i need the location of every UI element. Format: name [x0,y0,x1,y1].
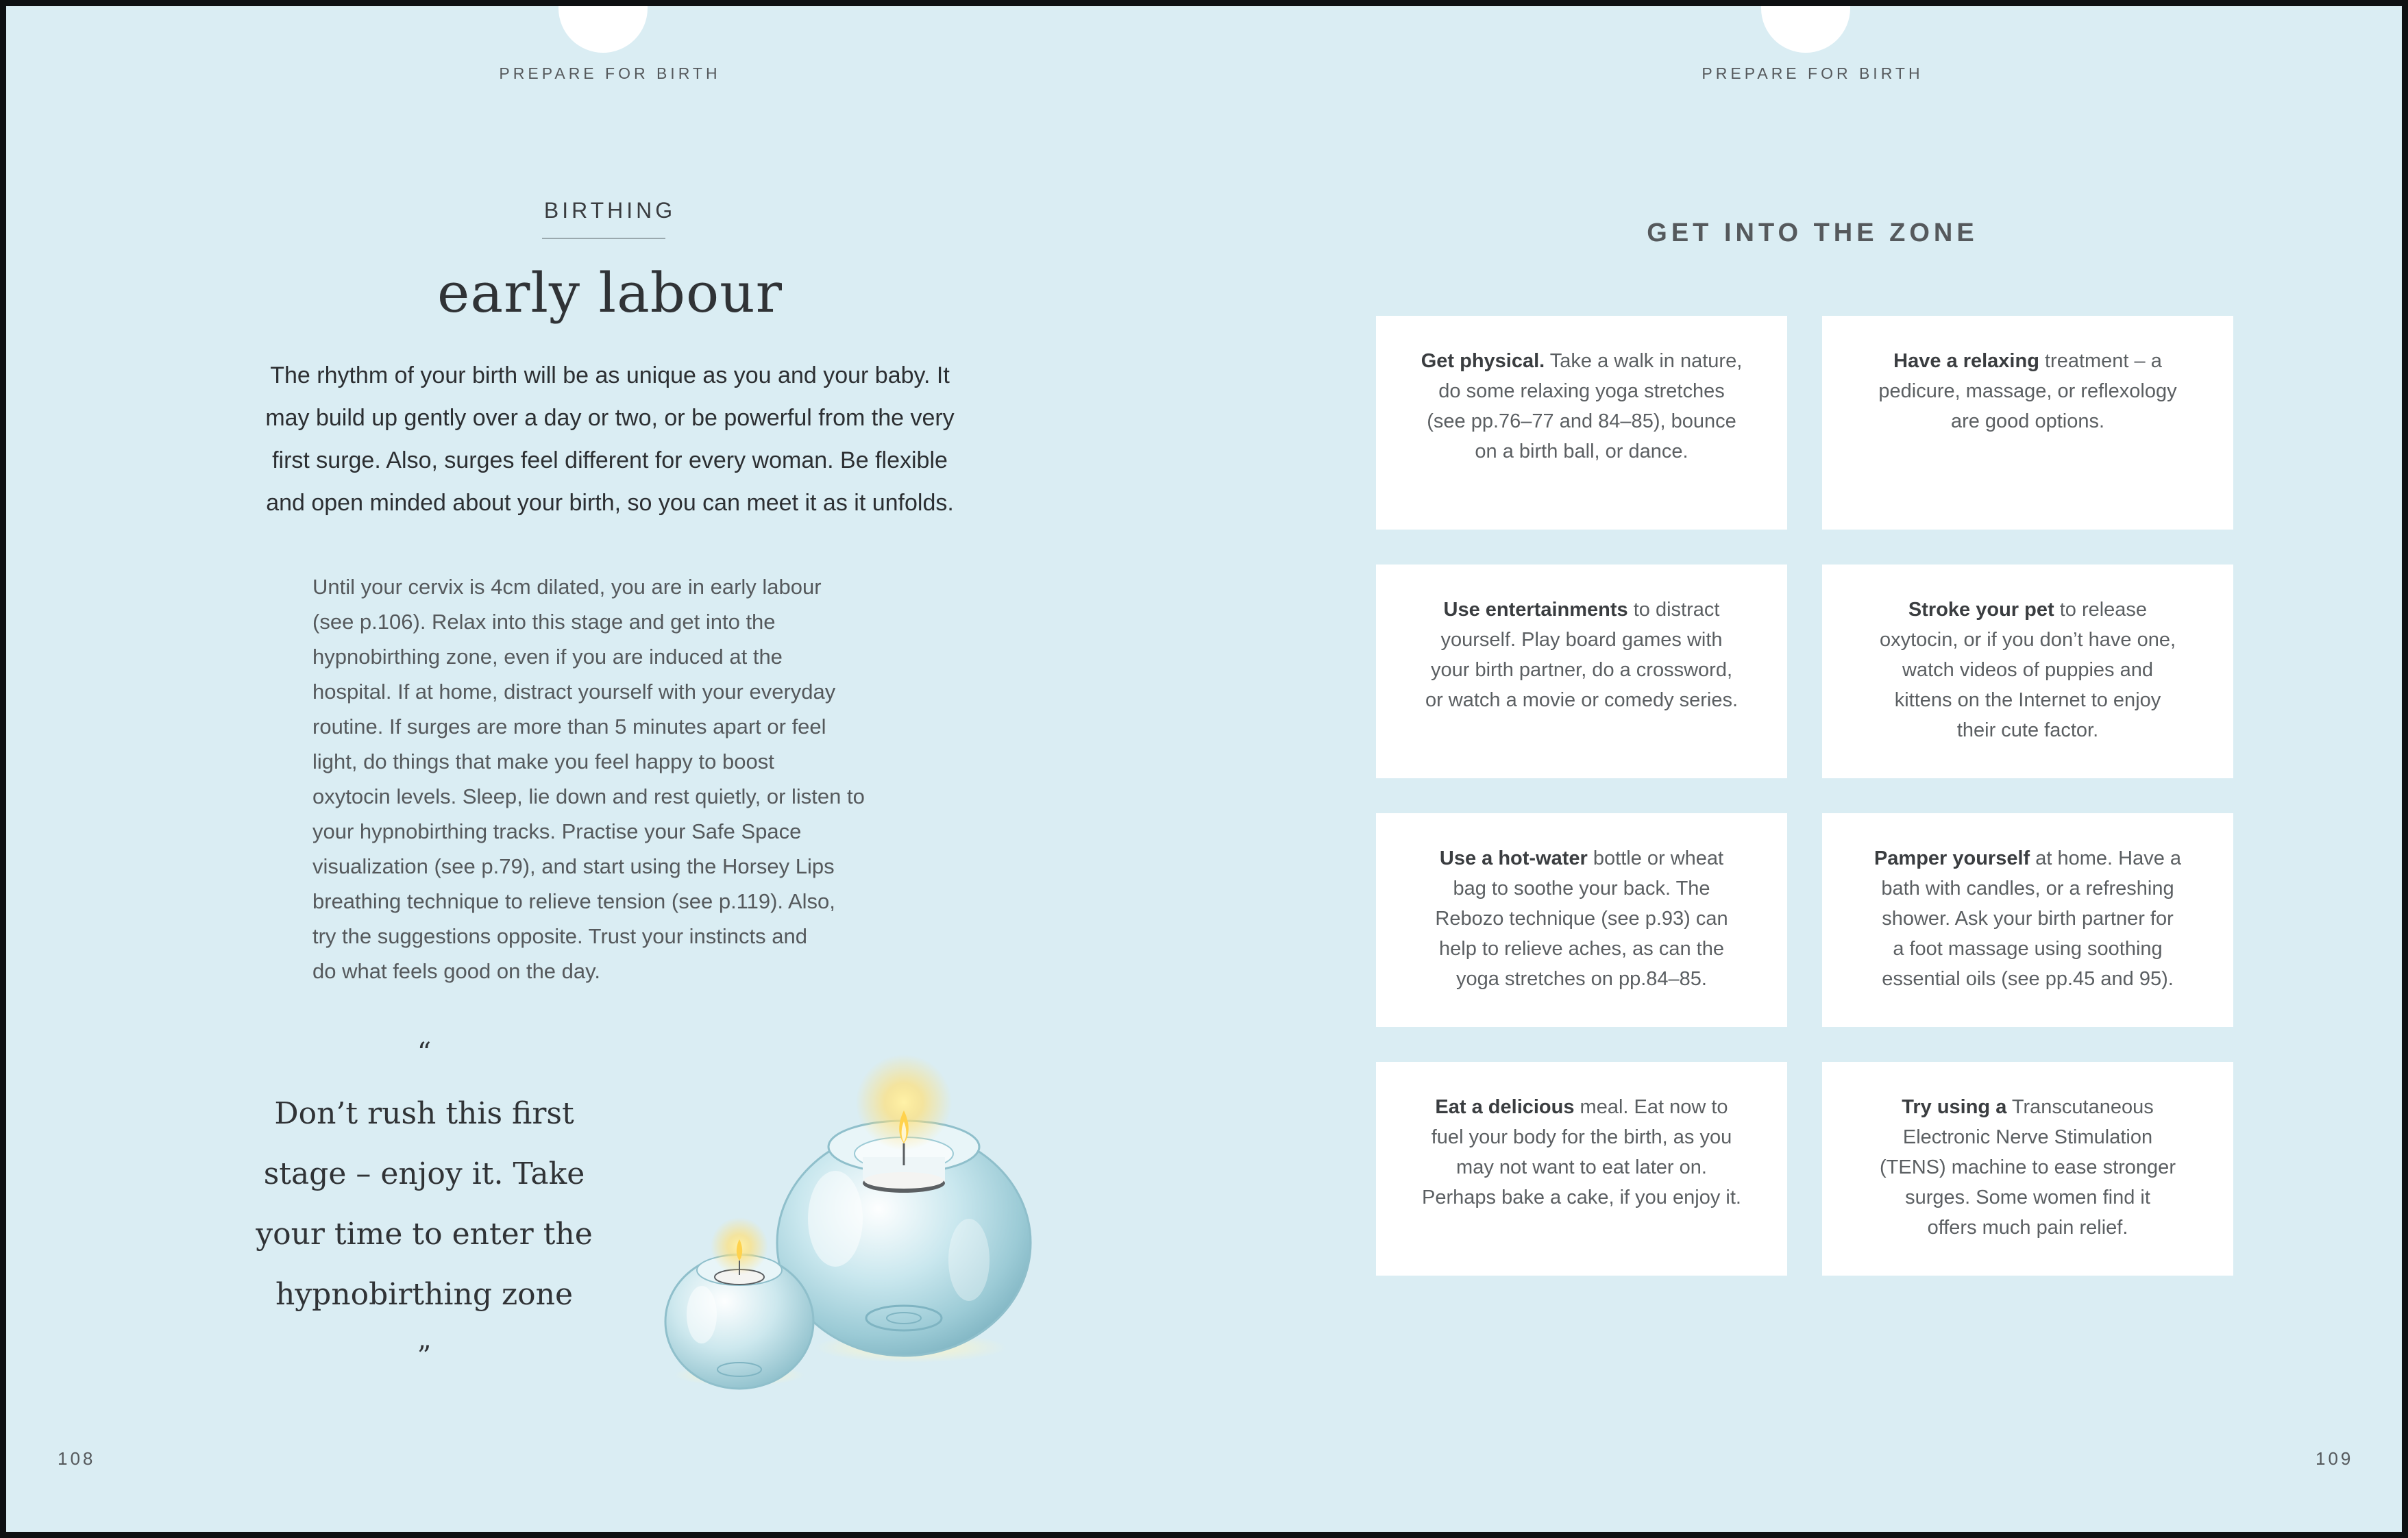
tip-card-text: yourself. Play board games with [1440,629,1723,651]
tip-card-entertainments [1376,565,1787,778]
body-line: your hypnobirthing tracks. Practise your Safe Space [312,819,802,843]
right-page-number: 109 [2315,1448,2354,1469]
pull-quote-line: hypnobirthing zone [275,1277,574,1312]
tip-card-lead: Eat a delicious [1435,1096,1575,1118]
tip-card-text: meal. Eat now to [1574,1096,1728,1118]
tip-card-text: (TENS) machine to ease stronger [1880,1156,2176,1178]
body-line: hospital. If at home, distract yourself with your everyday [312,680,836,704]
tip-card-tens-machine [1822,1062,2233,1276]
intro-line: The rhythm of your birth will be as unique as you and your baby. It [270,362,950,388]
body-paragraph [312,569,916,989]
intro-line: first surge. Also, surges feel different for every woman. Be flexible [272,447,948,473]
intro-line: and open minded about your birth, so you can meet it as it unfolds. [266,490,954,516]
tip-card-lead: Use a hot-water [1439,847,1588,869]
tip-card-lead: Have a relaxing [1893,350,2039,372]
tip-card-stroke-pet [1822,565,2233,778]
tip-card-text: yoga stretches on pp.84–85. [1456,968,1707,990]
tip-card-text: shower. Ask your birth partner for [1882,908,2174,930]
body-line: oxytocin levels. Sleep, lie down and rest quietly, or listen to [312,784,865,808]
tip-card-lead: Stroke your pet [1908,599,2054,621]
right-page-tab-notch [1761,6,1850,53]
tip-card-text: at home. Have a [2030,847,2182,869]
tip-card-text: Electronic Nerve Stimulation [1902,1126,2153,1148]
tip-card-text: to distract [1627,599,1720,621]
tip-card-text: (see pp.76–77 and 84–85), bounce [1427,410,1736,432]
tip-card-text: essential oils (see pp.45 and 95). [1882,968,2174,990]
tip-card-text: offers much pain relief. [1927,1217,2128,1239]
body-line: hypnobirthing zone, even if you are induced at the [312,645,783,669]
tip-card-text: your birth partner, do a crossword, [1430,659,1733,681]
tip-card-text: to release [2054,599,2148,621]
body-line: Until your cervix is 4cm dilated, you are in early labour [312,575,822,599]
tip-card-text: pedicure, massage, or reflexology [1878,380,2177,402]
tip-card-text: on a birth ball, or dance. [1475,441,1688,462]
eyebrow-divider [542,238,665,239]
tip-card-text: their cute factor. [1956,719,2099,741]
right-running-head: PREPARE FOR BIRTH [1701,64,1924,82]
tip-card-text: surges. Some women find it [1905,1187,2150,1208]
body-line: try the suggestions opposite. Trust your instincts and [312,924,807,948]
tip-card-text: Perhaps bake a cake, if you enjoy it. [1422,1187,1741,1208]
body-line: do what feels good on the day. [312,959,600,983]
intro-paragraph [229,354,991,524]
left-running-head: PREPARE FOR BIRTH [499,64,721,82]
tip-card-text: kittens on the Internet to enjoy [1894,689,2161,711]
tip-card-text: or watch a movie or comedy series. [1425,689,1739,711]
tip-card-text: treatment – a [2039,350,2162,372]
section-eyebrow: BIRTHING [543,198,676,223]
intro-line: may build up gently over a day or two, or be powerful from the very [265,405,955,431]
tip-card-text: fuel your body for the birth, as you [1431,1126,1732,1148]
tip-card-text: bottle or wheat [1587,847,1724,869]
tip-card-text: bath with candles, or a refreshing [1881,878,2174,900]
page-title: early labour [437,261,783,325]
body-line: light, do things that make you feel happy to boost [312,749,774,773]
tip-card-hot-water-bottle [1376,813,1787,1027]
body-line: breathing technique to relieve tension (see p.119). Also, [312,889,835,913]
tip-card-text: do some relaxing yoga stretches [1438,380,1725,402]
tip-card-eat-meal [1376,1062,1787,1276]
pull-quote [219,1084,630,1325]
tip-card-text: Take a walk in nature, [1545,350,1743,372]
quote-close-mark: ” [417,1341,432,1372]
tip-card-get-physical [1376,316,1787,530]
tip-card-text: bag to soothe your back. The [1453,878,1710,900]
pull-quote-line: stage – enjoy it. Take [263,1156,585,1191]
tea-light-candle-holders-illustration [657,1047,1041,1417]
body-line: routine. If surges are more than 5 minutes apart or feel [312,715,826,739]
book-spread [6,6,2402,1532]
tip-card-text: may not want to eat later on. [1456,1156,1707,1178]
tip-card-pamper-yourself [1822,813,2233,1027]
left-page-number: 108 [58,1448,96,1469]
tip-card-lead: Try using a [1902,1096,2007,1118]
tip-card-relaxing-treatment [1822,316,2233,530]
tip-card-text: are good options. [1950,410,2105,432]
tip-card-lead: Pamper yourself [1873,847,2030,869]
tip-card-text: Transcutaneous [2006,1096,2154,1118]
left-page-tab-notch [558,6,648,53]
body-line: (see p.106). Relax into this stage and get into the [312,610,776,634]
quote-open-mark: “ [417,1037,432,1069]
body-line: visualization (see p.79), and start using the Horsey Lips [312,854,835,878]
pull-quote-line: your time to enter the [256,1217,593,1252]
pull-quote-line: Don’t rush this first [274,1096,574,1131]
zone-heading: GET INTO THE ZONE [1647,219,1978,247]
tip-card-lead: Use entertainments [1443,599,1628,621]
tip-card-text: oxytocin, or if you don’t have one, [1879,629,2176,651]
tip-card-lead: Get physical. [1421,350,1545,372]
tip-card-text: a foot massage using soothing [1893,938,2163,960]
tip-card-text: help to relieve aches, as can the [1439,938,1724,960]
tip-card-text: watch videos of puppies and [1902,659,2153,681]
tip-card-text: Rebozo technique (see p.93) can [1435,908,1728,930]
